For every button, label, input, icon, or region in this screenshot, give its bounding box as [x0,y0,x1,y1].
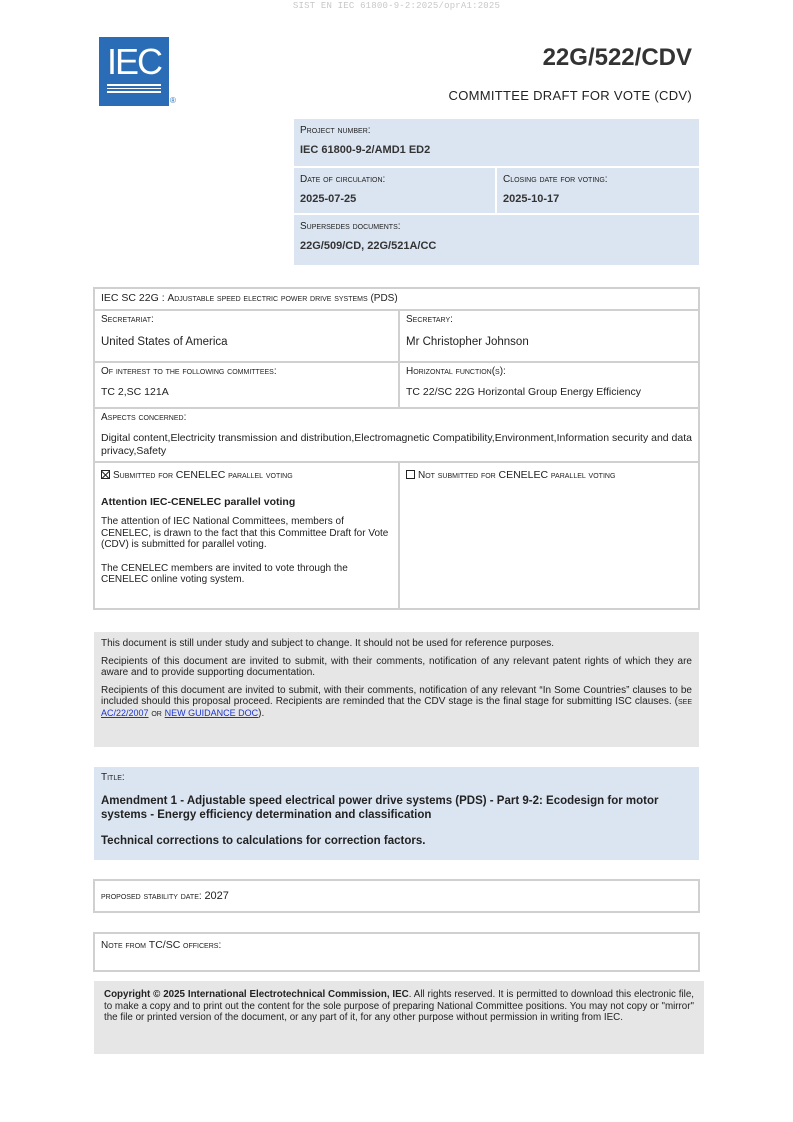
note-box [93,932,700,972]
submitted-option[interactable] [101,469,392,481]
circulation-cell [294,168,495,213]
notice-isc [101,685,692,720]
attention-text: The attention of IEC National Committees, members of CENELEC, is drawn to the fact that this Committee Draft for Vote (CDV) is submitted for parallel voting. [101,516,389,550]
document-type: COMMITTEE DRAFT FOR VOTE (CDV) [448,88,692,103]
stability-value: 2027 [204,890,229,902]
committee-table [93,287,700,610]
interest-value: TC 2,SC 121A [101,386,169,398]
horizontal-value: TC 22/SC 22G Horizontal Group Energy Efficiency [406,386,641,398]
title-label: Title: [101,772,125,783]
document-subtitle: Technical corrections to calculations for correction factors. [101,834,426,847]
horizontal-label: Horizontal function(s): [406,366,506,377]
checked-checkbox-icon[interactable] [101,470,110,479]
notice-end: ). [258,707,265,719]
secretary-label: Secretary: [406,314,453,325]
submitted-cell [94,462,399,609]
document-title: Amendment 1 - Adjustable speed electrical power drive systems (PDS) - Part 9-2: Ecodesign for motor systems - Energy efficiency determination and classification [101,795,659,821]
secretariat-cell [94,310,399,362]
ac-22-2007-link[interactable]: AC/22/2007 [101,707,149,718]
note-tcsc: TC/SC [148,939,181,951]
secretary-cell [399,310,699,362]
watermark: SIST EN IEC 61800-9-2:2025/oprA1:2025 [292,1,501,11]
secretariat-label: Secretariat: [101,314,154,325]
project-number-label: Project number: [300,125,371,136]
iec-logo [99,37,169,106]
new-guidance-doc-link[interactable]: NEW GUIDANCE DOC [164,707,259,718]
interest-label: Of interest to the following committees: [101,366,277,377]
supersedes-cell [294,215,699,265]
aspects-label: Aspects concerned: [101,412,187,423]
submitted-cenelec: CENELEC [175,469,226,481]
notice-patent: Recipients of this document are invited to submit, with their comments, notification of any relevant patent rights of which they are aware and to provide supporting documentation. [101,655,692,678]
note-prefix: Note from [101,940,149,951]
circulation-date: 2025-07-25 [300,193,357,205]
copyright-bold: Copyright © 2025 International Electrotechnical Commission, IEC [104,989,409,1000]
project-info-block [294,119,699,265]
not-submitted-prefix: Not submitted for [418,470,499,481]
secretariat-value: United States of America [101,336,228,348]
committee-name-cell [94,288,699,310]
copyright-text: . All rights reserved. It is permitted to download this electronic file, to make a copy and to print out the content for the sole purpose of preparing National Committee positions. You may not copy or "mirror" the file or printed version of the document, or any part of it, for any other purpose without permission in writing from IEC. [104,989,694,1024]
closing-label: Closing date for voting: [503,174,608,185]
submitted-prefix: Submitted for [113,470,176,481]
stability-date-box [93,879,700,913]
committee-name-prefix: IEC SC 22G : [101,292,168,304]
horizontal-cell [399,362,699,408]
supersedes-documents: 22G/509/CD, 22G/521A/CC [300,240,437,252]
notice-see: see [677,696,692,707]
interest-cell [94,362,399,408]
not-submitted-option[interactable] [406,469,692,481]
registered-mark: ® [170,96,176,105]
aspects-value: Digital content,Electricity transmission and distribution,Electromagnetic Compatibility,Environment,Information security and data privacy,Safety [101,432,692,457]
attention-heading: Attention IEC-CENELEC parallel voting [101,496,296,508]
title-block [94,767,699,860]
supersedes-label: Supersedes documents: [300,221,401,232]
committee-name: Adjustable speed electric power drive systems (PDS) [167,293,398,304]
notice-isc-text: Recipients of this document are invited to submit, with their comments, notification of any relevant “In Some Countries” clauses to be included should this proposal proceed. Recipients are reminded that the CDV stage is the final stage for submitting ISC clauses. ( [101,684,692,707]
notice-study: This document is still under study and subject to change. It should not be used for reference purposes. [101,638,555,649]
notice-block [94,632,699,747]
not-submitted-cell [399,462,699,609]
not-submitted-suffix: parallel voting [548,470,616,481]
circulation-label: Date of circulation: [300,174,386,185]
unchecked-checkbox-icon[interactable] [406,470,415,479]
copyright-block [94,981,704,1054]
closing-cell [497,168,699,213]
logo-lines [107,84,161,95]
notice-or: or [148,707,165,719]
secretary-value: Mr Christopher Johnson [406,336,529,348]
project-number-cell [294,119,699,166]
members-text: The CENELEC members are invited to vote through the CENELEC online voting system. [101,562,348,585]
aspects-cell [94,408,699,462]
project-number: IEC 61800-9-2/AMD1 ED2 [300,144,431,156]
stability-label: proposed stability date: [101,891,205,902]
not-submitted-cenelec: CENELEC [498,469,549,481]
document-number: 22G/522/CDV [542,44,692,71]
closing-date: 2025-10-17 [503,193,560,205]
submitted-suffix: parallel voting [225,470,293,481]
logo-text: IEC [106,41,161,82]
note-suffix: officers: [180,940,222,951]
